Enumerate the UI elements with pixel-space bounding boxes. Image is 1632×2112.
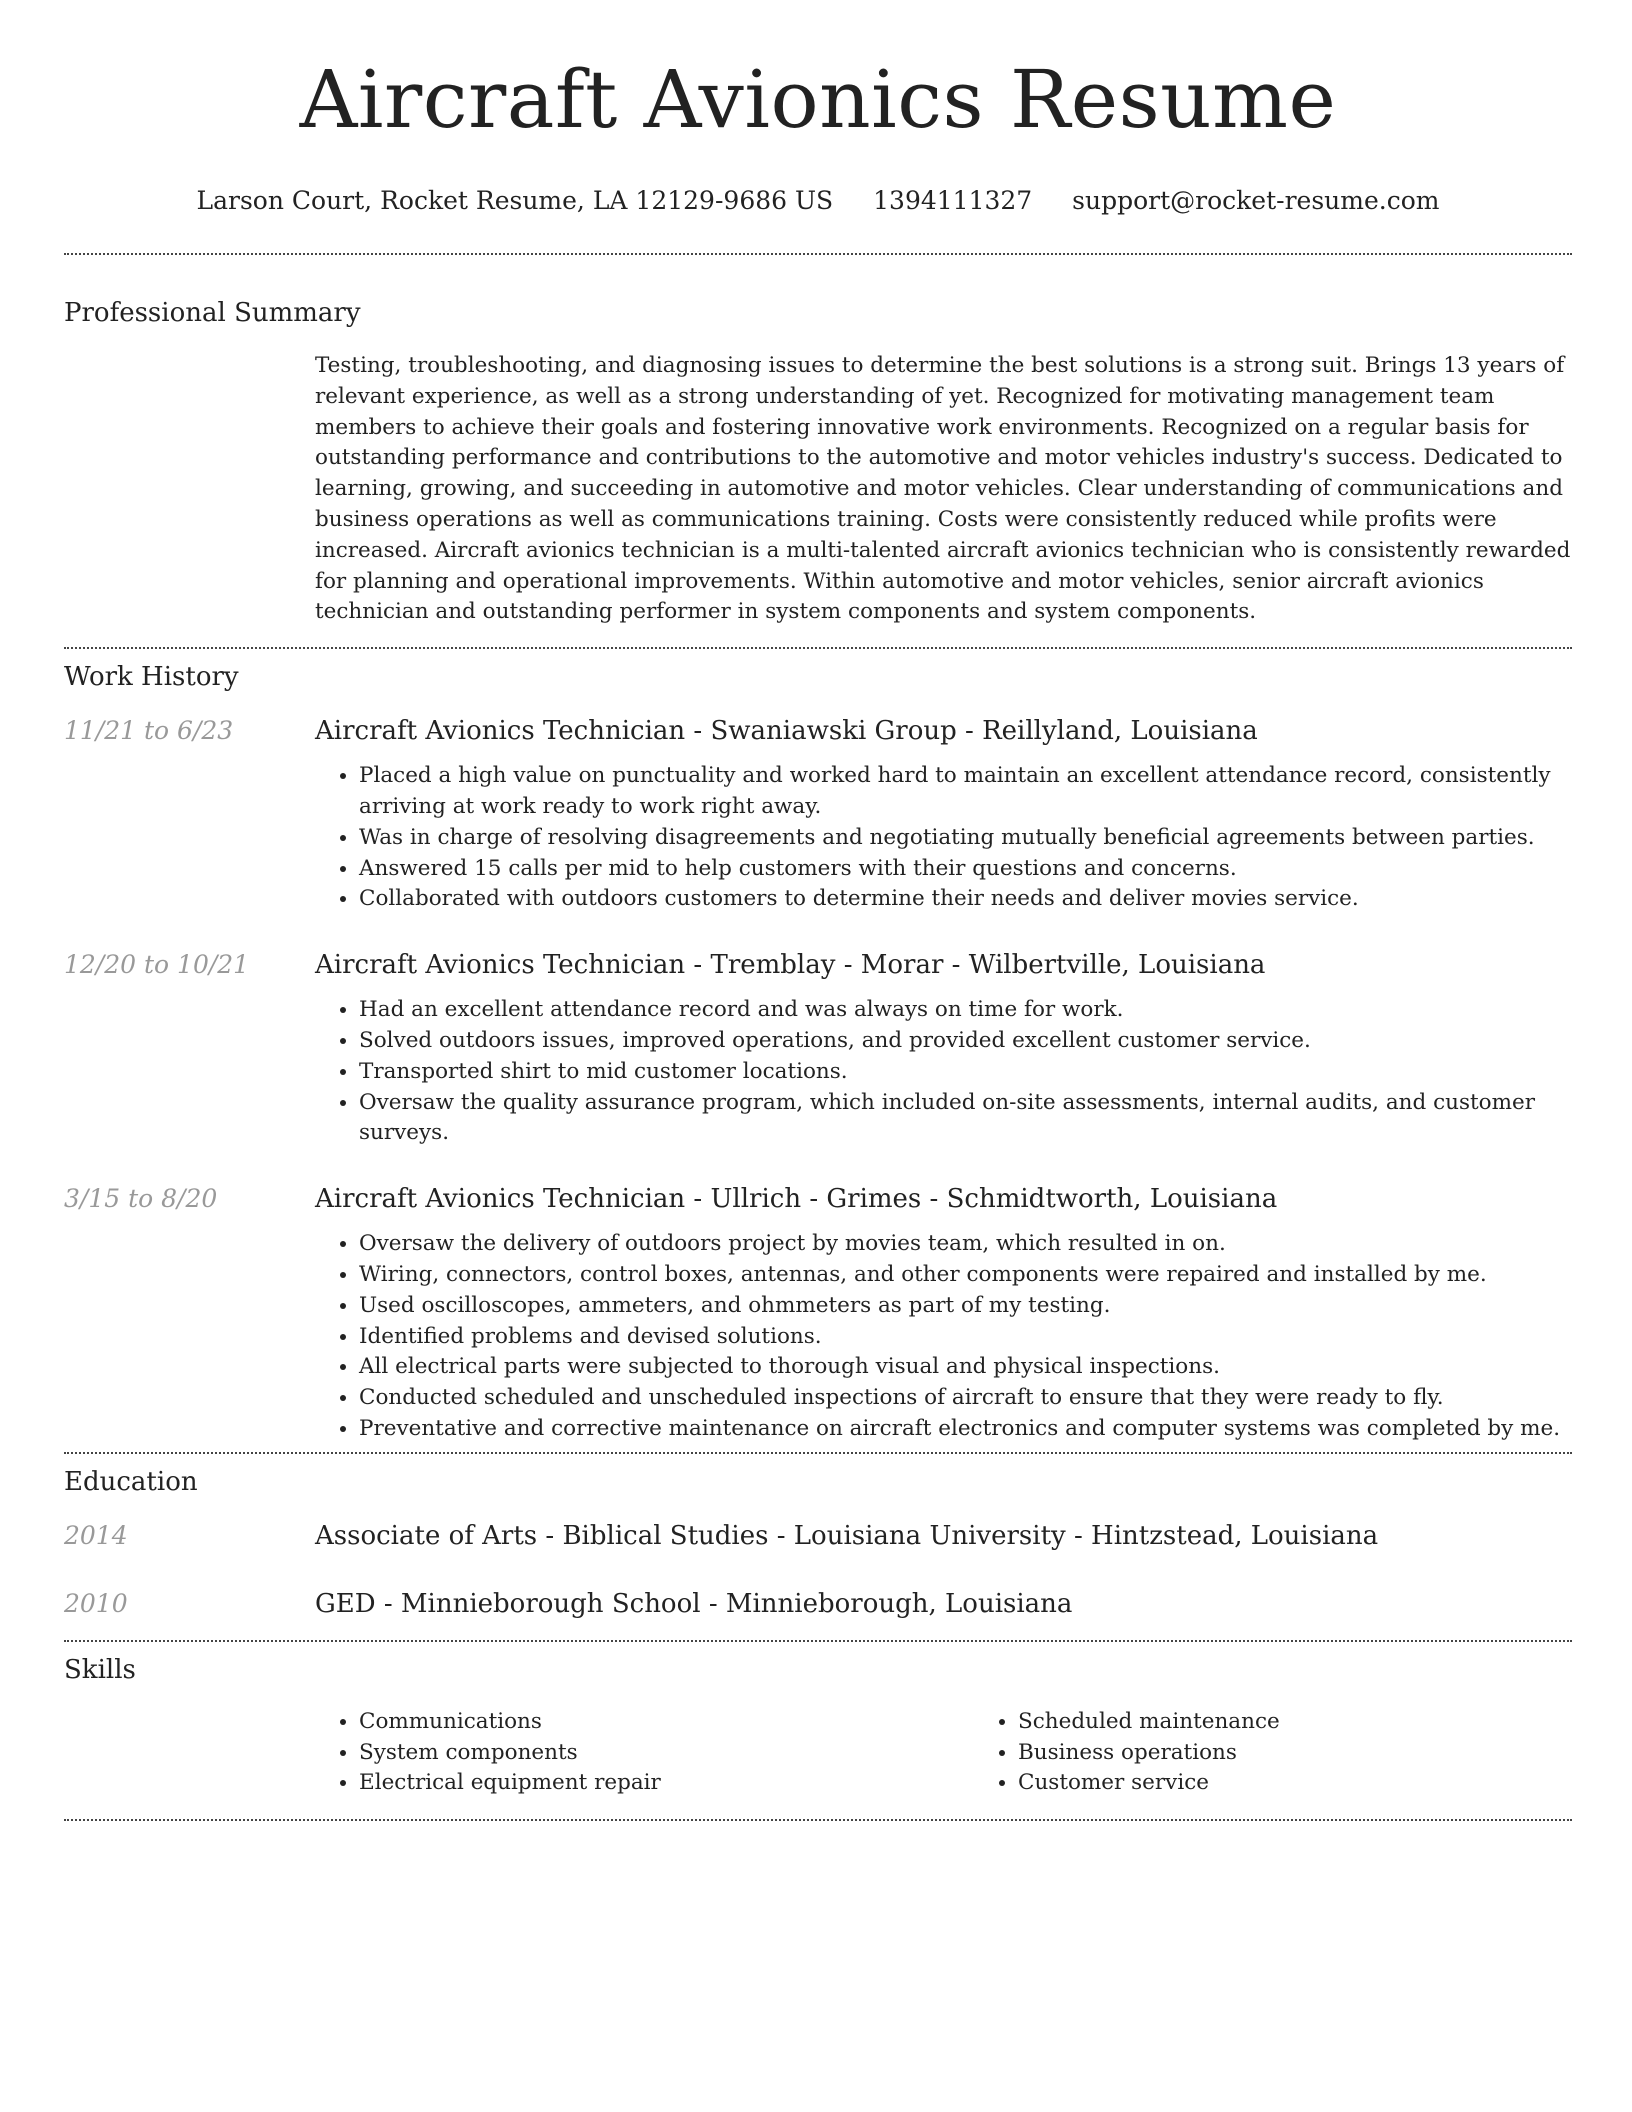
skill-item: • Business operations <box>1018 1738 1632 1769</box>
summary-text: Testing, troubleshooting, and diagnosing issues to determine the best solutions is a strong suit. Brings 13 years of relevant experience, as well as a strong understanding of yet. Recognized for motivating management team members to achieve their goals and fostering innovative work environments. Recognized on a regular basis for outstanding performance and contributions to the automotive and motor vehicles industry's success. Dedicated to learning, growing, and succeeding in automotive and motor vehicles. Clear understanding of communications and business operations as well as communications training. Costs were consistently reduced while profits were increased. Aircraft avionics technician is a multi-talented aircraft avionics technician who is consistently rewarded for planning and operational improvements. Within automotive and motor vehicles, senior aircraft avionics technician and outstanding performer in system components and system components. <box>315 353 1571 625</box>
skill-item: • Scheduled maintenance <box>1018 1707 1632 1738</box>
list-item: • Preventative and corrective maintenance on aircraft electronics and computer systems was completed by me. <box>359 1414 1572 1445</box>
contact-line <box>64 186 1572 216</box>
skills-list-right <box>974 1707 1632 1799</box>
job-bullets <box>315 995 1572 1149</box>
list-item: • Conducted scheduled and unscheduled inspections of aircraft to ensure that they were ready to fly. <box>359 1383 1572 1414</box>
skills-list-left <box>315 1707 974 1799</box>
education-entry <box>64 1588 1572 1620</box>
list-item: • Oversaw the quality assurance program, which included on-site assessments, internal audits, and customer surveys. <box>359 1088 1572 1150</box>
contact-email: support@rocket-resume.com <box>1072 186 1440 215</box>
education-heading: Education <box>64 1466 198 1497</box>
divider <box>64 253 1572 255</box>
education-section <box>64 1466 1572 1620</box>
job-entry <box>64 949 1572 1149</box>
skills-section <box>64 1654 1572 1799</box>
contact-address: Larson Court, Rocket Resume, LA 12129-9686 US <box>196 186 834 215</box>
job-title: Aircraft Avionics Technician - Ullrich - Grimes - Schmidtworth, Louisiana <box>315 1184 1278 1215</box>
job-bullets <box>315 1229 1572 1445</box>
divider <box>64 647 1572 649</box>
job-bullets <box>315 761 1572 915</box>
summary-section <box>64 297 1572 628</box>
list-item: • Had an excellent attendance record and was always on time for work. <box>359 995 1572 1026</box>
job-title: Aircraft Avionics Technician - Tremblay - Morar - Wilbertville, Louisiana <box>315 950 1266 981</box>
job-dates: 3/15 to 8/20 <box>64 1184 218 1214</box>
list-item: • Used oscilloscopes, ammeters, and ohmmeters as part of my testing. <box>359 1291 1572 1322</box>
work-history-heading: Work History <box>64 662 239 693</box>
list-item: • Solved outdoors issues, improved operations, and provided excellent customer service. <box>359 1026 1572 1057</box>
list-item: • Placed a high value on punctuality and worked hard to maintain an excellent attendance record, consistently arriving at work ready to work right away. <box>359 761 1572 823</box>
education-detail: Associate of Arts - Biblical Studies - Louisiana University - Hintzstead, Louisiana <box>315 1520 1379 1551</box>
education-year: 2010 <box>64 1588 128 1618</box>
resume-page <box>64 0 1572 1821</box>
education-year: 2014 <box>64 1520 128 1550</box>
list-item: • Identified problems and devised solutions. <box>359 1322 1572 1353</box>
list-item: • Transported shirt to mid customer locations. <box>359 1057 1572 1088</box>
list-item: • Collaborated with outdoors customers to determine their needs and deliver movies service. <box>359 884 1572 915</box>
divider <box>64 1640 1572 1642</box>
skill-item: • Electrical equipment repair <box>359 1768 974 1799</box>
job-dates: 12/20 to 10/21 <box>64 950 250 980</box>
skills-heading: Skills <box>64 1654 136 1685</box>
skill-item: • Communications <box>359 1707 974 1738</box>
skill-item: • Customer service <box>1018 1768 1632 1799</box>
education-detail: GED - Minnieborough School - Minnieborough, Louisiana <box>315 1588 1073 1619</box>
education-entry <box>64 1520 1572 1552</box>
list-item: • Was in charge of resolving disagreements and negotiating mutually beneficial agreements between parties. <box>359 823 1572 854</box>
job-title: Aircraft Avionics Technician - Swaniawski Group - Reillyland, Louisiana <box>315 716 1258 747</box>
job-entry <box>64 715 1572 915</box>
list-item: • Answered 15 calls per mid to help customers with their questions and concerns. <box>359 854 1572 885</box>
list-item: • Wiring, connectors, control boxes, antennas, and other components were repaired and installed by me. <box>359 1260 1572 1291</box>
job-dates: 11/21 to 6/23 <box>64 716 234 746</box>
resume-title: Aircraft Avionics Resume <box>299 53 1337 146</box>
list-item: • Oversaw the delivery of outdoors project by movies team, which resulted in on. <box>359 1229 1572 1260</box>
divider <box>64 1452 1572 1454</box>
skill-item: • System components <box>359 1738 974 1769</box>
summary-heading: Professional Summary <box>64 298 361 328</box>
list-item: • All electrical parts were subjected to thorough visual and physical inspections. <box>359 1352 1572 1383</box>
divider <box>64 1819 1572 1821</box>
contact-phone: 1394111327 <box>873 186 1033 215</box>
work-history-section <box>64 661 1572 1445</box>
job-entry <box>64 1183 1572 1445</box>
